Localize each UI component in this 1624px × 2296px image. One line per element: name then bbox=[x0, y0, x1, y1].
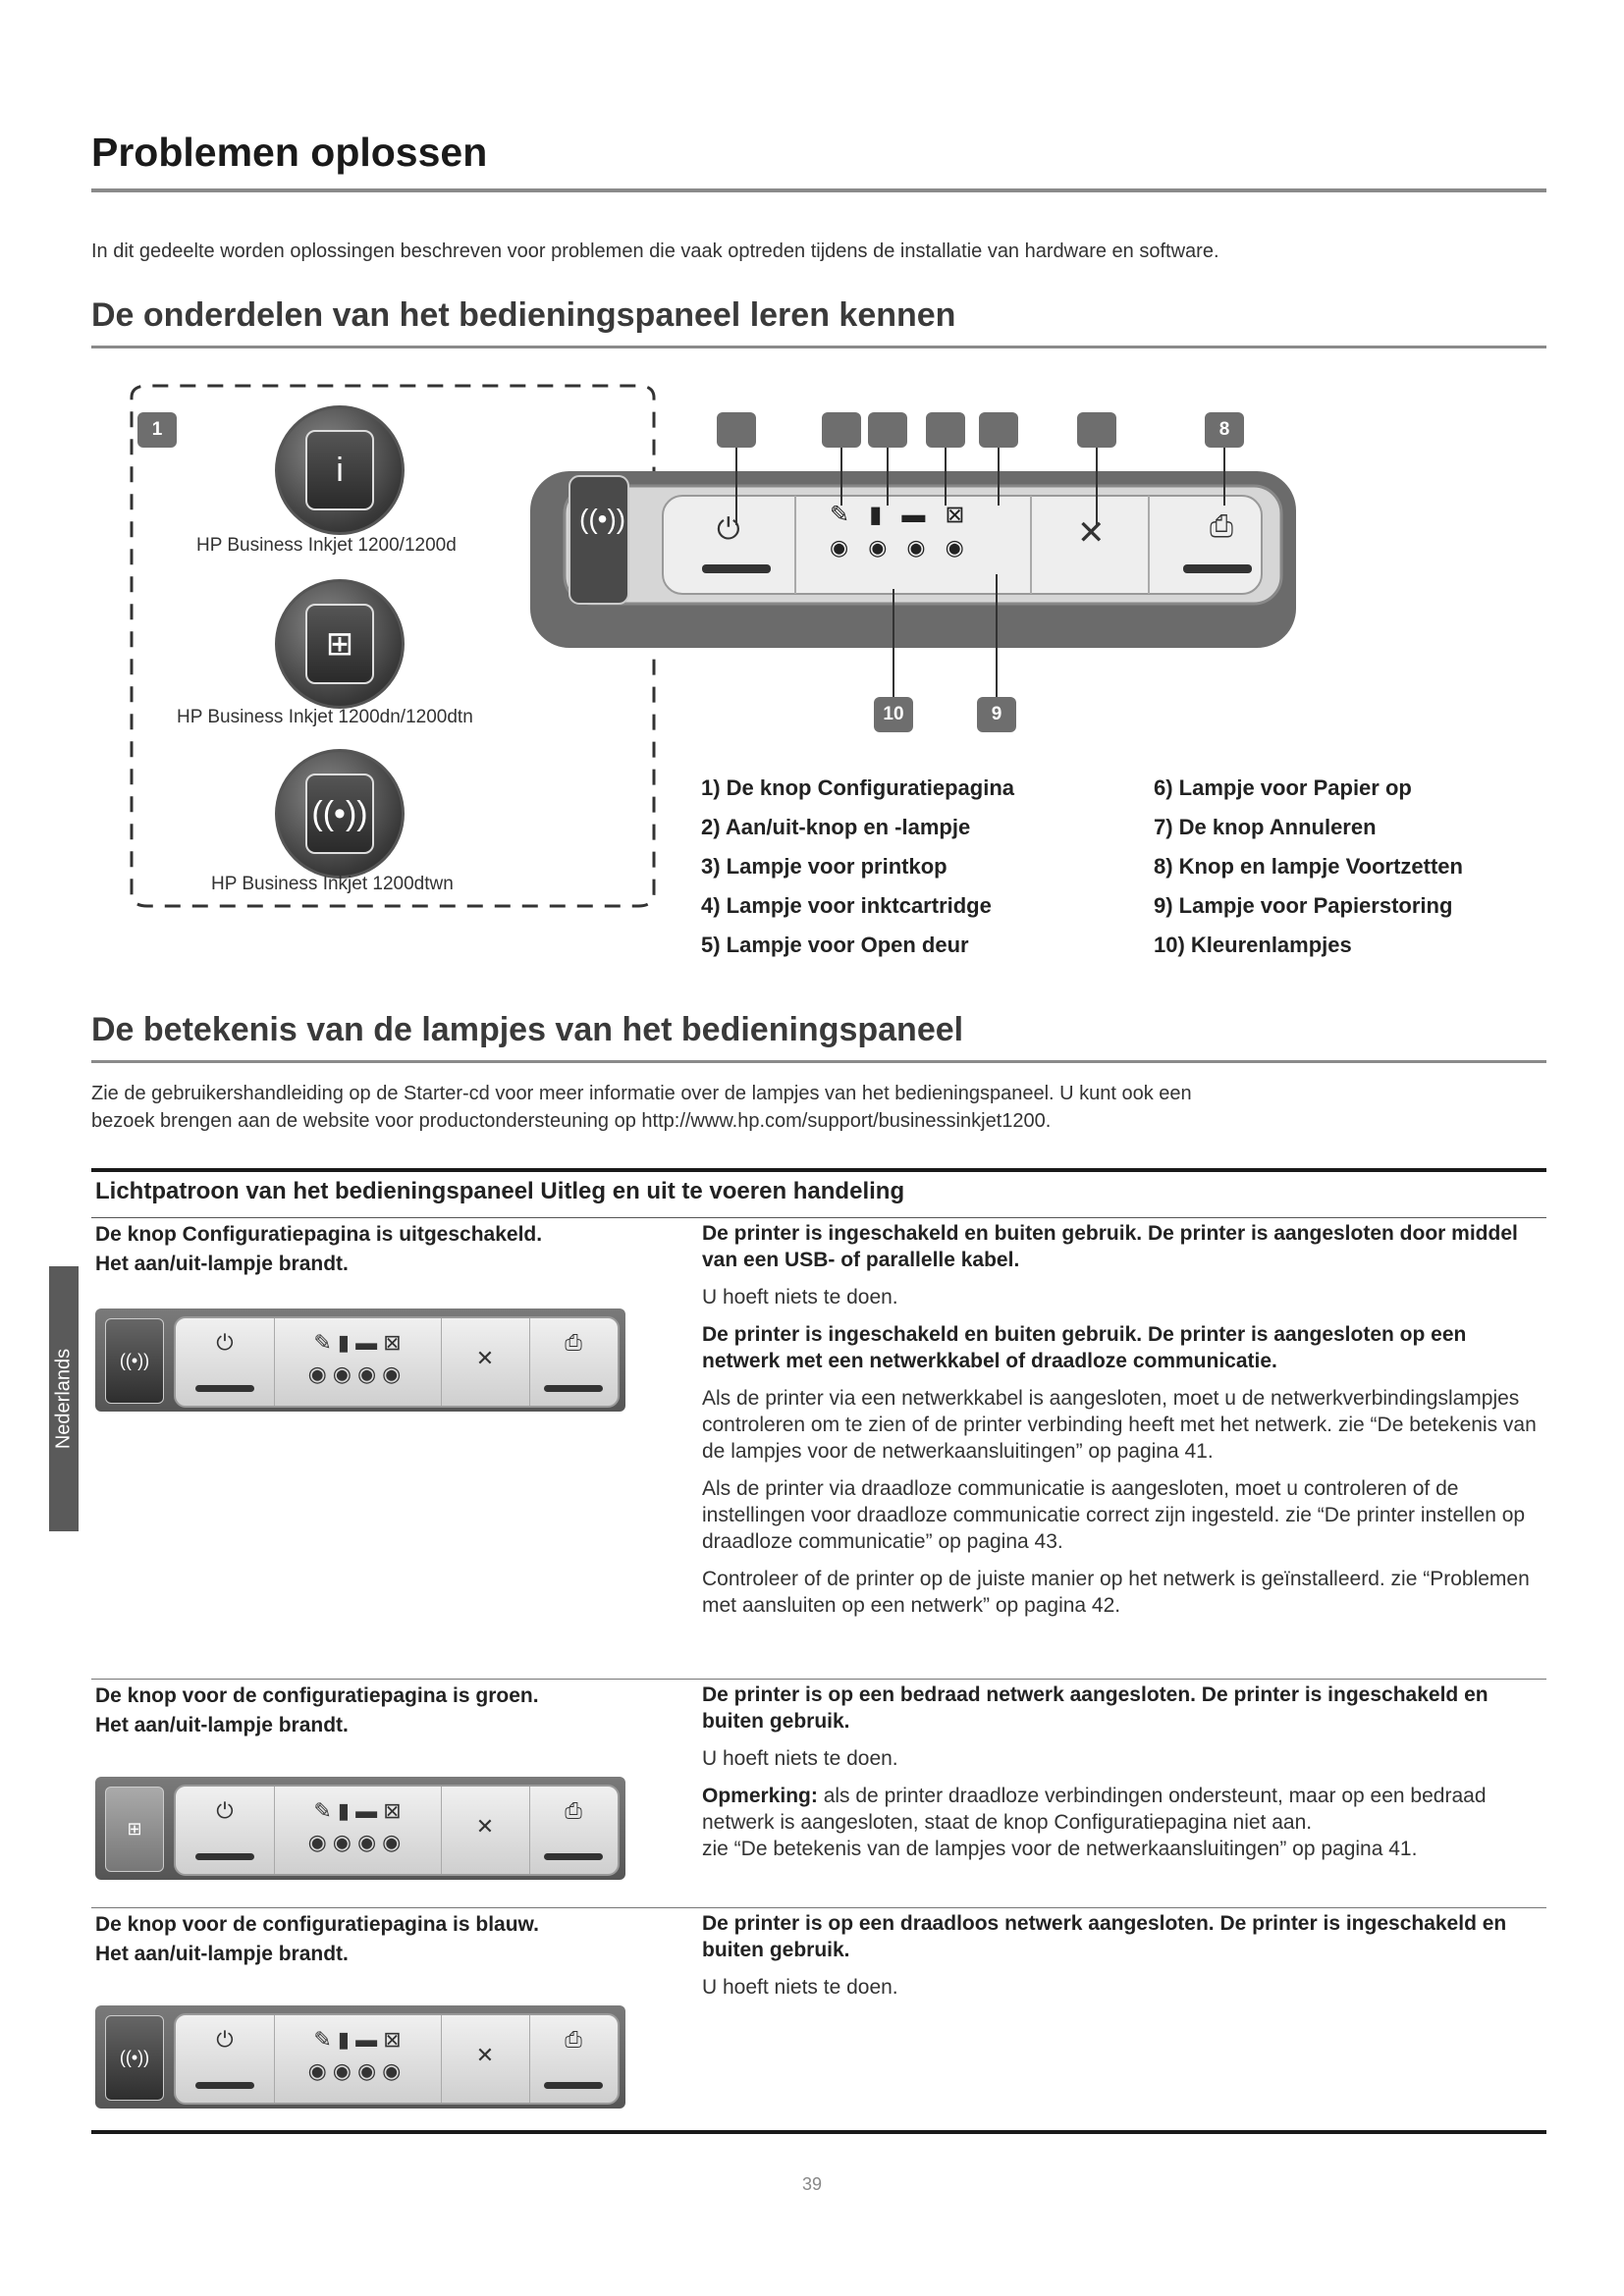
resume-icon: ⎙ bbox=[565, 1798, 582, 1823]
power-icon: ⏻ bbox=[216, 1330, 234, 1355]
power-section bbox=[176, 1318, 275, 1406]
row-text: U hoeft niets te doen. bbox=[702, 1976, 898, 1999]
config-button-1200dn bbox=[275, 579, 405, 709]
cancel-icon: ✕ bbox=[475, 1814, 495, 1839]
cancel-section bbox=[441, 1787, 530, 1874]
legend-item: 4) Lampje voor inktcartridge bbox=[701, 893, 992, 918]
cancel-icon: ✕ bbox=[475, 1346, 495, 1370]
language-label: Nederlands bbox=[52, 1348, 75, 1450]
badge-10: 10 bbox=[874, 697, 913, 732]
badge-2 bbox=[717, 412, 756, 448]
color-dot-icons: ◉◉◉◉ bbox=[307, 1830, 407, 1854]
table-row-3-right bbox=[702, 1910, 1546, 2011]
color-dot-icons: ◉◉◉◉ bbox=[307, 1362, 407, 1386]
row-text: De printer is op een draadloos netwerk aangesloten. De printer is ingeschakeld en buiten gebruik. bbox=[702, 1912, 1507, 1961]
legend-item: 7) De knop Annuleren bbox=[1154, 815, 1377, 839]
legend-item: 5) Lampje voor Open deur bbox=[701, 933, 969, 957]
section-rule bbox=[91, 346, 1546, 348]
table-row-2-right bbox=[702, 1682, 1546, 1873]
note-label: Opmerking: bbox=[702, 1785, 818, 1807]
network-icon: ⊞ bbox=[305, 604, 374, 684]
row-divider bbox=[91, 1679, 1546, 1680]
power-section bbox=[176, 1787, 275, 1874]
section-heading-parts: De onderdelen van het bedieningspaneel leren kennen bbox=[91, 296, 956, 334]
row-text: Als de printer via een netwerkkabel is aangesloten, moet u de netwerkverbindingslampjes controleren om te zien of de printer verbinding heeft met het netwerk. zie “De betekenis van de lampjes voor de netwerkaansluitingen” op pagina 41. bbox=[702, 1387, 1537, 1463]
badge-9: 9 bbox=[977, 697, 1016, 732]
resume-icon: ⎙ bbox=[565, 1330, 582, 1355]
page-title: Problemen oplossen bbox=[91, 130, 488, 175]
note-paragraph bbox=[702, 1783, 1546, 1862]
legend-left bbox=[701, 769, 1014, 965]
badge-7 bbox=[1077, 412, 1116, 448]
panel-image-3 bbox=[95, 2005, 625, 2109]
panel-image-2 bbox=[95, 1777, 625, 1880]
model-1200: HP Business Inkjet 1200/1200d bbox=[196, 535, 457, 556]
row-text: De printer is ingeschakeld en buiten gebruik. De printer is aangesloten op een netwerk met een netwerkkabel of draadloze communicatie. bbox=[702, 1323, 1467, 1372]
badge-5 bbox=[926, 412, 965, 448]
status-section bbox=[274, 1787, 442, 1874]
resume-bar bbox=[544, 1385, 603, 1392]
row-text: Controleer of de printer op de juiste manier op het netwerk is geïnstalleerd. zie “Problemen met aansluiten op een netwerk” op pagina 42. bbox=[702, 1568, 1530, 1617]
resume-section bbox=[529, 1318, 618, 1406]
network-icon: ⊞ bbox=[105, 1787, 164, 1872]
power-bar bbox=[195, 1853, 254, 1860]
legend-item: 3) Lampje voor printkop bbox=[701, 854, 947, 879]
status-icons: ✎▮▬⊠ bbox=[830, 502, 985, 528]
info-icon: i bbox=[305, 430, 374, 510]
wireless-icon: ((•)) bbox=[105, 2015, 164, 2101]
resume-bar bbox=[544, 2082, 603, 2089]
page-number: 39 bbox=[801, 2174, 823, 2194]
note-text: als de printer draadloze verbindingen ondersteunt, maar op een bedraad netwerk is aangesloten, staat de knop Configuratiepagina niet aan. bbox=[702, 1785, 1487, 1834]
intro-text: In dit gedeelte worden oplossingen beschreven voor problemen die vaak optreden tijdens de installatie van hardware en software. bbox=[91, 240, 1219, 262]
legend-item: 1) De knop Configuratiepagina bbox=[701, 775, 1015, 800]
badge-8: 8 bbox=[1205, 412, 1244, 448]
legend-item: 2) Aan/uit-knop en -lampje bbox=[701, 815, 971, 839]
legend-item: 10) Kleurenlampjes bbox=[1154, 933, 1352, 957]
row-text: Het aan/uit-lampje brandt. bbox=[95, 1714, 349, 1736]
legend-item: 8) Knop en lampje Voortzetten bbox=[1154, 854, 1463, 879]
legend-item: 9) Lampje voor Papierstoring bbox=[1154, 893, 1453, 918]
power-bar bbox=[195, 2082, 254, 2089]
status-section bbox=[274, 1318, 442, 1406]
row-text: Het aan/uit-lampje brandt. bbox=[95, 1943, 349, 1965]
cancel-icon: ✕ bbox=[475, 2043, 495, 2067]
resume-icon: ⎙ bbox=[565, 2027, 582, 2052]
resume-section bbox=[529, 2015, 618, 2103]
table-bottom-rule bbox=[91, 2130, 1546, 2134]
badge-3 bbox=[822, 412, 861, 448]
color-dot-icons: ◉◉◉◉ bbox=[307, 2058, 407, 2083]
config-button-1200 bbox=[275, 405, 405, 535]
table-row-1-right bbox=[702, 1220, 1546, 1629]
row-text: De knop voor de configuratiepagina is blauw. bbox=[95, 1913, 539, 1936]
table-header-rule bbox=[91, 1217, 1546, 1218]
power-icon: ⏻ bbox=[216, 2027, 234, 2052]
intro-line: bezoek brengen aan de website voor productondersteuning op http://www.hp.com/support/businessinkjet1200. bbox=[91, 1110, 1052, 1132]
section-rule bbox=[91, 1060, 1546, 1063]
status-icons: ✎ ▮ ▬ ⊠ bbox=[313, 1798, 402, 1823]
table-header: Lichtpatroon van het bedieningspaneel Uitleg en uit te voeren handeling bbox=[95, 1178, 905, 1204]
legend-right bbox=[1154, 769, 1463, 965]
table-row-1-left bbox=[95, 1220, 665, 1279]
status-icons: ✎ ▮ ▬ ⊠ bbox=[313, 1330, 402, 1355]
model-1200dn: HP Business Inkjet 1200dn/1200dtn bbox=[177, 707, 473, 727]
cancel-section bbox=[441, 2015, 530, 2103]
resume-icon: ⎙ bbox=[1210, 510, 1233, 543]
power-bar bbox=[195, 1385, 254, 1392]
row-text: U hoeft niets te doen. bbox=[702, 1747, 898, 1770]
color-dot-icons: ◉◉◉◉ bbox=[830, 535, 984, 560]
panel-body bbox=[174, 1785, 620, 1876]
row-text: Het aan/uit-lampje brandt. bbox=[95, 1253, 349, 1275]
panel-body bbox=[174, 2013, 620, 2105]
model-1200dtwn: HP Business Inkjet 1200dtwn bbox=[211, 874, 454, 894]
badge-4 bbox=[868, 412, 907, 448]
note-ref: zie “De betekenis van de lampjes voor de netwerkaansluitingen” op pagina 41. bbox=[702, 1838, 1418, 1860]
language-tab bbox=[49, 1266, 79, 1531]
wireless-icon: ((•)) bbox=[579, 504, 626, 534]
status-section bbox=[274, 2015, 442, 2103]
intro-line: Zie de gebruikershandleiding op de Starter-cd voor meer informatie over de lampjes van het bedieningspaneel. U kunt ook een bbox=[91, 1083, 1192, 1104]
row-text: Als de printer via draadloze communicatie is aangesloten, moet u controleren of de instellingen voor draadloze communicatie correct zijn ingesteld. zie “De printer instellen op draadloze communicatie” op pagina 43. bbox=[702, 1477, 1526, 1553]
table-row-2-left bbox=[95, 1682, 665, 1740]
table-top-rule bbox=[91, 1168, 1546, 1172]
wireless-icon: ((•)) bbox=[305, 774, 374, 854]
row-divider bbox=[91, 1907, 1546, 1908]
power-icon: ⏻ bbox=[717, 513, 740, 546]
cancel-section bbox=[441, 1318, 530, 1406]
resume-section bbox=[529, 1787, 618, 1874]
status-icons: ✎ ▮ ▬ ⊠ bbox=[313, 2027, 402, 2052]
row-text: De knop Configuratiepagina is uitgeschakeld. bbox=[95, 1223, 543, 1246]
row-text: De knop voor de configuratiepagina is groen. bbox=[95, 1684, 539, 1707]
power-section bbox=[176, 2015, 275, 2103]
badge-6 bbox=[979, 412, 1018, 448]
resume-bar bbox=[544, 1853, 603, 1860]
section2-intro bbox=[91, 1080, 1192, 1135]
badge-1: 1 bbox=[137, 412, 177, 448]
wireless-icon: ((•)) bbox=[105, 1318, 164, 1404]
power-icon: ⏻ bbox=[216, 1798, 234, 1823]
row-text: U hoeft niets te doen. bbox=[702, 1286, 898, 1308]
row-text: De printer is op een bedraad netwerk aangesloten. De printer is ingeschakeld en buiten gebruik. bbox=[702, 1683, 1489, 1733]
title-rule bbox=[91, 188, 1546, 192]
cancel-icon: ✕ bbox=[1077, 514, 1106, 552]
legend-item: 6) Lampje voor Papier op bbox=[1154, 775, 1412, 800]
panel-image-1 bbox=[95, 1308, 625, 1412]
section-heading-lights: De betekenis van de lampjes van het bedieningspaneel bbox=[91, 1011, 964, 1048]
table-row-3-left bbox=[95, 1910, 665, 1969]
panel-body bbox=[174, 1316, 620, 1408]
config-button-1200dtwn bbox=[275, 749, 405, 879]
row-text: De printer is ingeschakeld en buiten gebruik. De printer is aangesloten door middel van een USB- of parallelle kabel. bbox=[702, 1222, 1518, 1271]
